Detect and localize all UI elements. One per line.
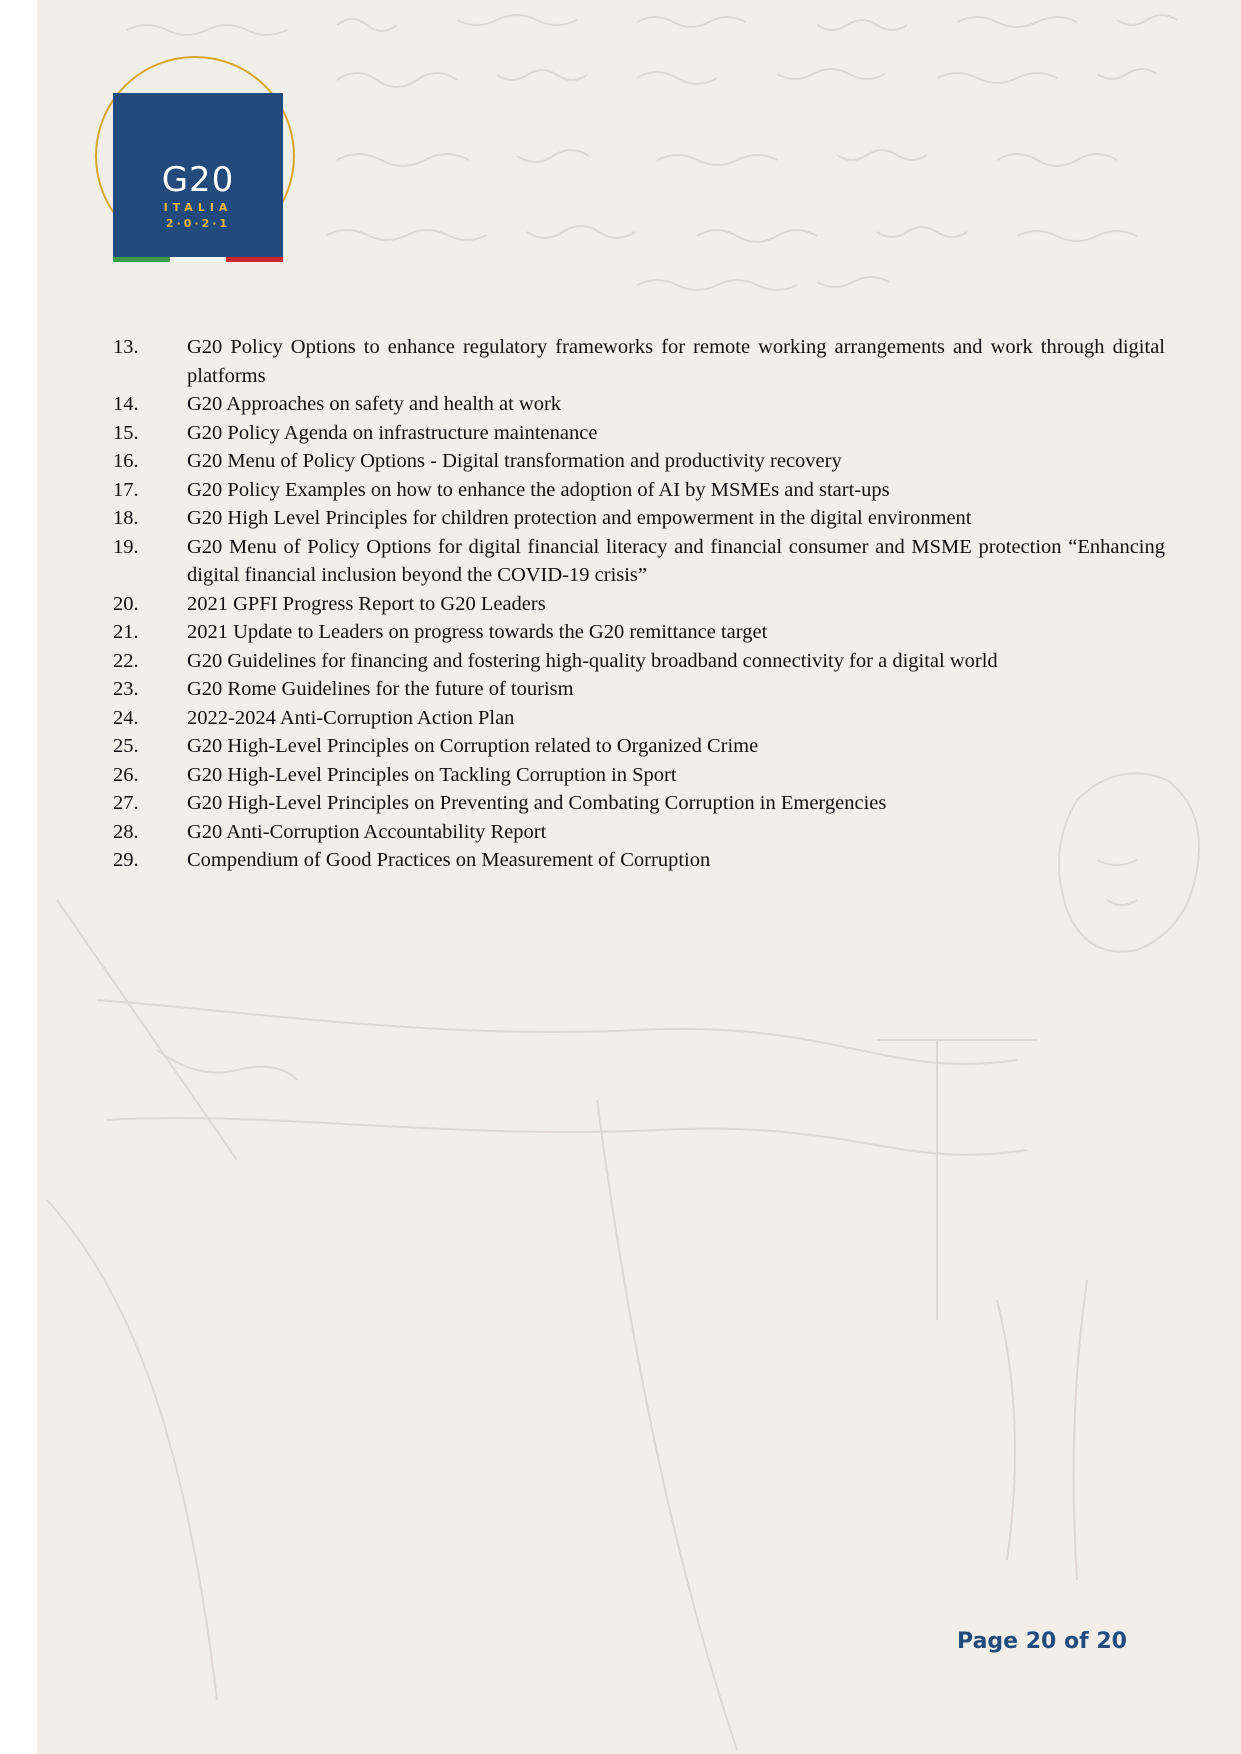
flag-red-band	[226, 257, 283, 262]
list-item	[113, 846, 1165, 875]
flag-green-band	[113, 257, 170, 262]
list-item-text: G20 High-Level Principles on Corruption related to Organized Crime	[187, 735, 759, 757]
list-item-number: 20.	[113, 592, 139, 615]
list-item	[113, 789, 1165, 818]
list-item-number: 14.	[113, 393, 139, 415]
logo-year-text: 2·0·2·1	[165, 217, 231, 230]
list-item-text: Compendium of Good Practices on Measurement of Corruption	[187, 849, 711, 871]
list-item-text: G20 Policy Agenda on infrastructure maintenance	[187, 421, 598, 444]
list-item	[113, 333, 1165, 390]
document-list	[113, 333, 1165, 875]
list-item-number: 28.	[113, 820, 139, 843]
list-item-number: 16.	[113, 450, 139, 472]
list-item-number: 18.	[113, 507, 139, 529]
list-item-text: G20 High-Level Principles on Preventing and Combating Corruption in Emergencies	[187, 792, 887, 814]
list-item-number: 22.	[113, 649, 139, 672]
list-item-text: G20 High Level Principles for children protection and empowerment in the digital environment	[187, 507, 972, 529]
list-item	[113, 504, 1165, 533]
list-item-number: 15.	[113, 421, 139, 444]
list-item	[113, 419, 1165, 448]
list-item-text: G20 Rome Guidelines for the future of tourism	[187, 678, 574, 700]
list-item	[113, 675, 1165, 704]
list-item-number: 21.	[113, 621, 139, 643]
list-item-text: G20 Menu of Policy Options for digital financial literacy and financial consumer and MSME protection “Enhancing digital financial inclusion beyond the COVID-19 crisis”	[187, 535, 1165, 586]
g20-italia-logo	[95, 56, 305, 271]
list-item-text: G20 High-Level Principles on Tackling Corruption in Sport	[187, 763, 677, 786]
logo-country-text: ITALIA	[163, 201, 233, 214]
list-item-text: G20 Policy Examples on how to enhance the adoption of AI by MSMEs and start-ups	[187, 478, 890, 501]
list-item-text: G20 Menu of Policy Options - Digital transformation and productivity recovery	[187, 450, 842, 472]
italian-flag-stripe	[113, 257, 283, 262]
logo-g20-text: G20	[161, 160, 235, 200]
list-item-number: 24.	[113, 706, 139, 729]
list-item-text: G20 Approaches on safety and health at work	[187, 393, 562, 415]
list-item-number: 19.	[113, 535, 139, 558]
list-item-text: 2021 Update to Leaders on progress towards the G20 remittance target	[187, 621, 768, 643]
page-number: Page 20 of 20	[957, 1629, 1127, 1654]
list-item	[113, 647, 1165, 676]
list-item-text: G20 Policy Options to enhance regulatory frameworks for remote working arrangements and work through digital platforms	[187, 336, 1165, 387]
list-item-text: G20 Guidelines for financing and fostering high-quality broadband connectivity for a digital world	[187, 649, 998, 672]
list-item-number: 27.	[113, 792, 139, 814]
list-item-number: 29.	[113, 849, 139, 871]
list-item-text: G20 Anti-Corruption Accountability Report	[187, 820, 547, 843]
list-item	[113, 818, 1165, 847]
logo-square	[113, 93, 283, 257]
list-item	[113, 590, 1165, 619]
flag-white-band	[170, 257, 227, 262]
list-item	[113, 761, 1165, 790]
list-item	[113, 533, 1165, 590]
list-item-number: 17.	[113, 478, 139, 501]
list-item	[113, 732, 1165, 761]
list-item-number: 25.	[113, 735, 139, 757]
list-item	[113, 618, 1165, 647]
list-item-number: 26.	[113, 763, 139, 786]
list-item	[113, 476, 1165, 505]
list-item	[113, 390, 1165, 419]
list-item-number: 23.	[113, 678, 139, 700]
document-page	[37, 0, 1241, 1754]
list-item	[113, 704, 1165, 733]
list-item-number: 13.	[113, 336, 139, 358]
list-item-text: 2021 GPFI Progress Report to G20 Leaders	[187, 592, 546, 615]
list-item	[113, 447, 1165, 476]
list-item-text: 2022-2024 Anti-Corruption Action Plan	[187, 706, 515, 729]
